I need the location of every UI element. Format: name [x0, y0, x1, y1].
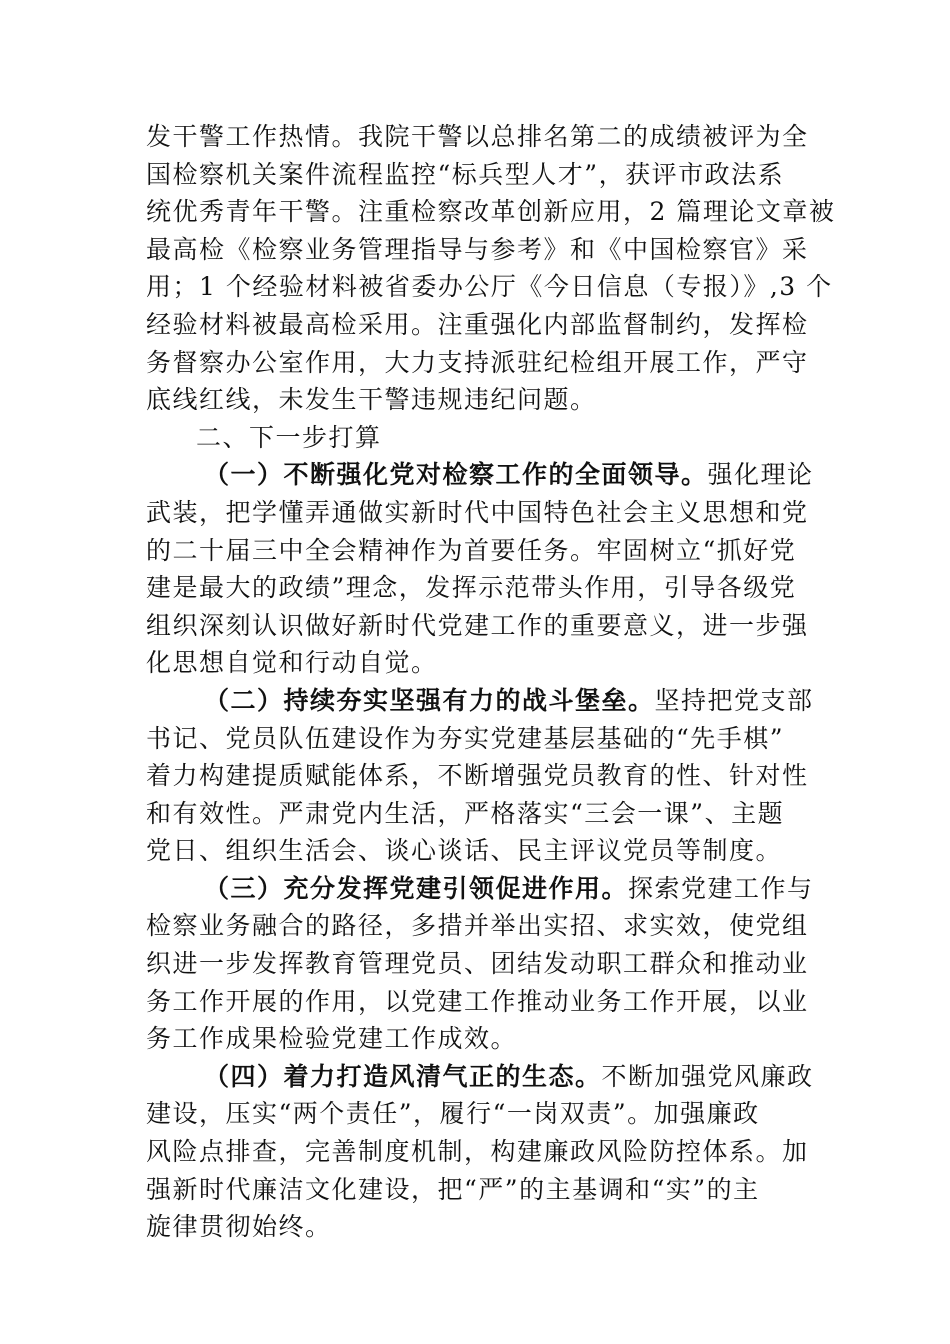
text-line: 发干警工作热情。我院干警以总排名第二的成绩被评为全 — [146, 122, 809, 151]
subsection-title: （二）持续夯实坚强有力的战斗堡垒。 — [204, 685, 655, 715]
text-line: 党日、组织生活会、谈心谈话、民主评议党员等制度。 — [146, 836, 783, 866]
text-line: 强新时代廉洁文化建设，把“严”的主基调和“实”的主 — [146, 1174, 760, 1204]
text-line: 务督察办公室作用，大力支持派驻纪检组开展工作，严守 — [146, 347, 809, 377]
subsection-title: （三）充分发挥党建引领促进作用。 — [204, 873, 629, 903]
paragraph-section-2 — [146, 682, 814, 870]
text-line — [146, 870, 814, 908]
paragraph-section-3 — [146, 870, 814, 1058]
text-line: 经验材料被最高检采用。注重强化内部监督制约，发挥检 — [146, 309, 809, 339]
text-line — [146, 1058, 814, 1096]
heading-next-steps: 二、下一步打算 — [196, 422, 382, 452]
text-line: 用；1 个经验材料被省委办公厅《今日信息（专报）》,3 个 — [146, 272, 833, 302]
text-line: 化思想自觉和行动自觉。 — [146, 648, 438, 678]
text-line: 的二十届三中全会精神作为首要任务。牢固树立“抓好党 — [146, 535, 797, 565]
section-heading — [146, 419, 806, 457]
subsection-title: （四）着力打造风清气正的生态。 — [204, 1061, 602, 1091]
text-fragment: 强化理论 — [707, 460, 814, 490]
text-fragment: 不断加强党风廉政 — [601, 1061, 814, 1091]
text-line: 国检察机关案件流程监控“标兵型人才”，获评市政法系 — [146, 159, 785, 189]
text-line: 着力构建提质赋能体系，不断增强党员教育的性、针对性 — [146, 761, 809, 791]
text-line: 书记、党员队伍建设作为夯实党建基层基础的“先手棋” — [146, 723, 785, 753]
text-line: 旋律贯彻始终。 — [146, 1212, 332, 1242]
document-body — [146, 118, 836, 1246]
text-line: 风险点排查，完善制度机制，构建廉政风险防控体系。加 — [146, 1137, 809, 1167]
text-line: 务工作成果检验党建工作成效。 — [146, 1024, 518, 1054]
text-line: 织进一步发挥教育管理党员、团结发动职工群众和推动业 — [146, 949, 809, 979]
text-line — [146, 682, 814, 720]
text-line: 组织深刻认识做好新时代党建工作的重要意义，进一步强 — [146, 610, 809, 640]
text-line: 最高检《检察业务管理指导与参考》和《中国检察官》采 — [146, 234, 809, 264]
text-line: 统优秀青年干警。注重检察改革创新应用，2 篇理论文章被 — [146, 197, 836, 227]
text-fragment: 探索党建工作与 — [628, 873, 814, 903]
text-line — [146, 456, 814, 494]
text-line: 建设，压实“两个责任”，履行“一岗双责”。加强廉政 — [146, 1099, 760, 1129]
paragraph-section-4 — [146, 1058, 814, 1246]
paragraph-work-summary — [146, 118, 836, 419]
text-fragment: 坚持把党支部 — [654, 685, 814, 715]
text-line: 底线红线，未发生干警违规违纪问题。 — [146, 385, 597, 415]
text-line: 检察业务融合的路径，多措并举出实招、求实效，使党组 — [146, 911, 809, 941]
subsection-title: （一）不断强化党对检察工作的全面领导。 — [204, 460, 708, 490]
text-line: 和有效性。严肃党内生活，严格落实“三会一课”、主题 — [146, 798, 785, 828]
text-line: 武装，把学懂弄通做实新时代中国特色社会主义思想和党 — [146, 497, 809, 527]
text-line: 务工作开展的作用，以党建工作推动业务工作开展，以业 — [146, 986, 809, 1016]
text-line: 建是最大的政绩”理念，发挥示范带头作用，引导各级党 — [146, 573, 797, 603]
paragraph-section-1 — [146, 456, 814, 682]
